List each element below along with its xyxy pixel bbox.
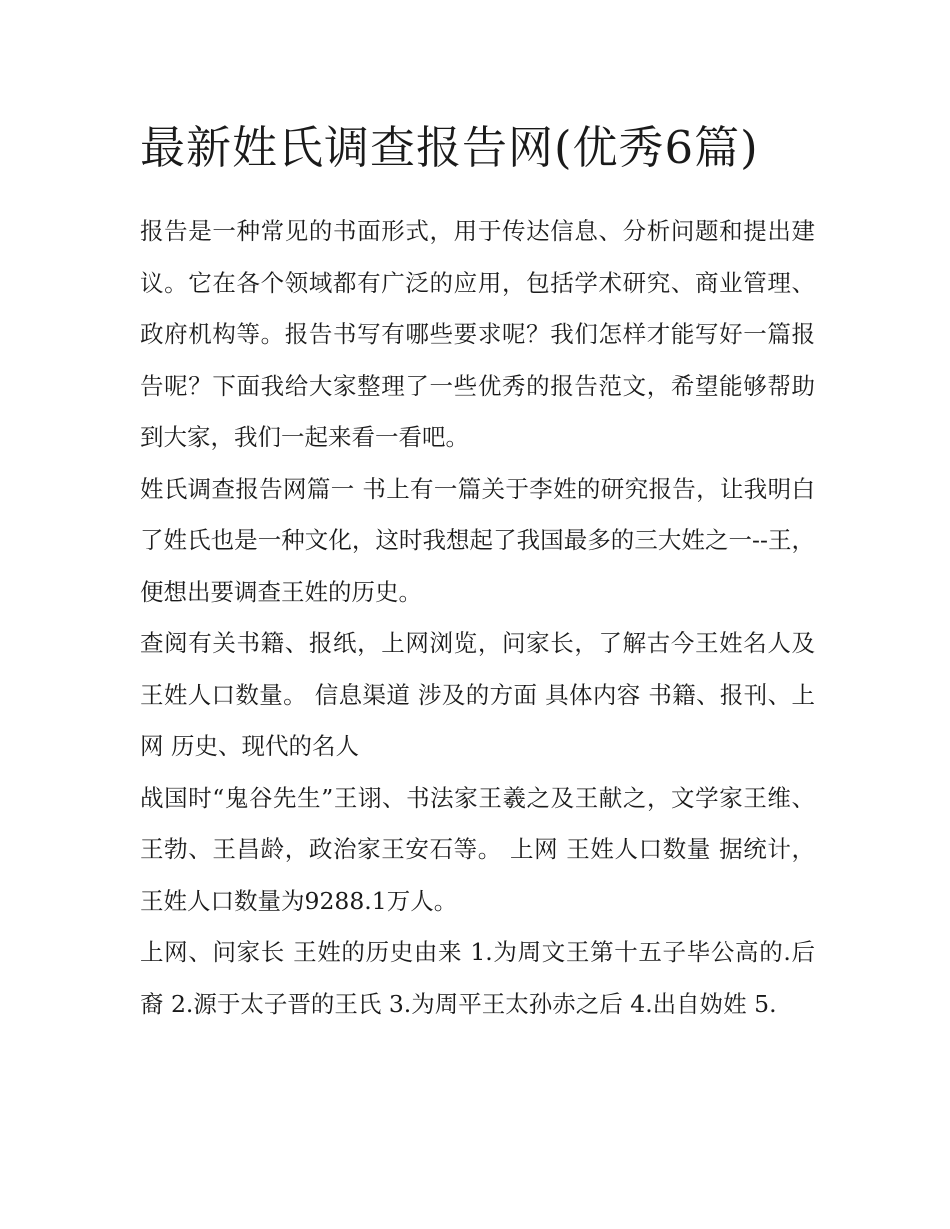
paragraph-intro: 报告是一种常见的书面形式，用于传达信息、分析问题和提出建议。它在各个领域都有广泛的应用，包括学术研究、商业管理、政府机构等。报告书写有哪些要求呢？我们怎样才能写好一篇报告呢？下面我给大家整理了一些优秀的报告范文，希望能够帮助到大家，我们一起来看一看吧。 xyxy=(140,217,815,451)
paragraph-research-method: 查阅有关书籍、报纸，上网浏览，问家长，了解古今王姓名人及王姓人口数量。 信息渠道 涉及的方面 具体内容 书籍、报刊、上网 历史、现代的名人 xyxy=(140,629,815,760)
document-page xyxy=(140,108,815,1030)
paragraph-surname-origin: 上网、问家长 王姓的历史由来 1.为周文王第十五子毕公高的.后裔 2.源于太子晋的王氏 3.为周平王太孙赤之后 4.出自妫姓 5. xyxy=(140,938,815,1018)
document-body xyxy=(140,206,815,1030)
paragraph-famous-people: 战国时“鬼谷先生”王诩、书法家王羲之及王献之，文学家王维、王勃、王昌龄，政治家王安石等。 上网 王姓人口数量 据统计，王姓人口数量为9288.1万人。 xyxy=(140,783,815,915)
document-title: 最新姓氏调查报告网(优秀6篇) xyxy=(140,121,759,174)
paragraph-section-one: 姓氏调查报告网篇一 书上有一篇关于李姓的研究报告，让我明白了姓氏也是一种文化，这时我想起了我国最多的三大姓之一--王，便想出要调查王姓的历史。 xyxy=(140,474,815,606)
